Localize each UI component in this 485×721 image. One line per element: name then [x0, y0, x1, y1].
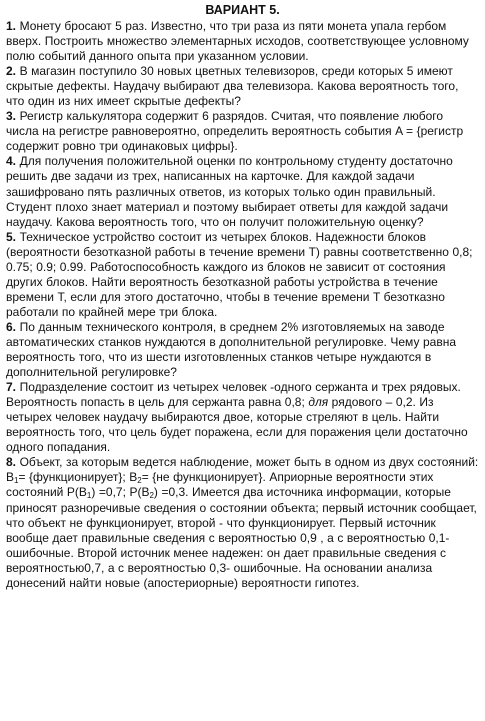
- task-number: 3.: [6, 109, 17, 124]
- task-8: [6, 455, 479, 590]
- task-2: [6, 64, 479, 109]
- task-number: 6.: [6, 319, 17, 334]
- task-text: Объект, за которым ведется наблюдение, может быть в одном из двух состояний: B: [6, 455, 479, 485]
- task-number: 5.: [6, 229, 17, 244]
- subscript: 2: [137, 476, 142, 486]
- task-number: 8.: [6, 455, 17, 470]
- task-text: Регистр калькулятора содержит 6 разрядов. Считая, что появление любого числа на регистре равновероятно, определить вероятность события A = {регистр содержит ровно три одинаковых цифры}.: [6, 109, 464, 154]
- task-text: = {не функционирует}. Априорные вероятности этих состояний P(B: [6, 470, 434, 500]
- task-text: По данным технического контроля, в среднем 2% изготовляемых на заводе автоматических станков нуждаются в дополнительной регулировке. Чему равна вероятность того, что из шести изготовленных станков четыре нуждаются в дополнительной регулировке?: [6, 319, 456, 380]
- task-text: Монету бросают 5 раз. Известно, что три раза из пяти монета упала гербом вверх. Построить множество элементарных исходов, соответствующее условному полю событий данного опыта при указанном условии.: [6, 19, 469, 64]
- task-5: [6, 230, 479, 320]
- task-text: ) =0,7; P(B: [91, 485, 150, 500]
- variant-title: ВАРИАНТ 5.: [205, 3, 280, 17]
- task-number: 2.: [6, 64, 17, 79]
- task-number: 1.: [6, 19, 17, 33]
- task-text: Для получения положительной оценки по контрольному студенту достаточно решить две задачи из трех, написанных на карточке. Для каждой задачи зашифровано пять различных ответов, из которых только один правильный. Студент плохо знает материал и поэтому выбирает ответы для каждой задачи наудачу. Какова вероятность того, что он получит положительную оценку?: [6, 154, 453, 229]
- task-text-italic: для: [308, 395, 329, 410]
- task-4: [6, 154, 479, 229]
- task-text: ) =0,3. Имеется два источника информации, которые приносят разноречивые сведения о состоянии объекта; первый источник сообщает, что объект не функционирует, второй - что функционирует. Первый источник вообще дает правильные сведения с вероятностью 0,9 , а с вероятностью 0,1- ошибочные. Второй источник менее надежен: он дает правильные сведения с вероятностью0,7, а с вероятностью 0,3- ошибочные. На основании анализа донесений найти новые (апостериорные) вероятности гипотез.: [6, 485, 477, 590]
- task-1: [6, 19, 479, 64]
- task-text: Техническое устройство состоит из четырех блоков. Надежности блоков (вероятности безотказной работы в течение времени T) равны соответственно 0,8; 0.75; 0.9; 0.99. Работоспособность каждого из блоков не зависит от состояния других блоков. Найти вероятность безотказной работы устройства в течение времени T, если для этого достаточно, чтобы в течение времени T безотказно работали по крайней мере три блока.: [6, 229, 473, 319]
- subscript: 1: [86, 491, 92, 501]
- task-text: = {функционирует}; B: [18, 470, 138, 485]
- task-number: 4.: [6, 154, 17, 169]
- task-6: [6, 320, 479, 380]
- task-text: В магазин поступило 30 новых цветных телевизоров, среди которых 5 имеют скрытые дефекты. Наудачу выбирают два телевизора. Какова вероятность того, что один из них имеет скрытые дефекты?: [6, 64, 459, 109]
- task-text: рядового – 0,2. Из четырех человек наудачу выбираются двое, которые стреляют в цель. Найти вероятность того, что цель будет поражена, если для поражения цели достаточно одного попадания.: [6, 395, 468, 455]
- task-7: [6, 380, 479, 455]
- task-text: Подразделение состоит из четырех человек -одного сержанта и трех рядовых. Вероятность попасть в цель для сержанта равна 0,8;: [6, 380, 461, 410]
- subscript: 2: [149, 491, 154, 501]
- subscript: 1: [14, 476, 19, 486]
- task-3: [6, 109, 479, 154]
- task-number: 7.: [6, 380, 17, 395]
